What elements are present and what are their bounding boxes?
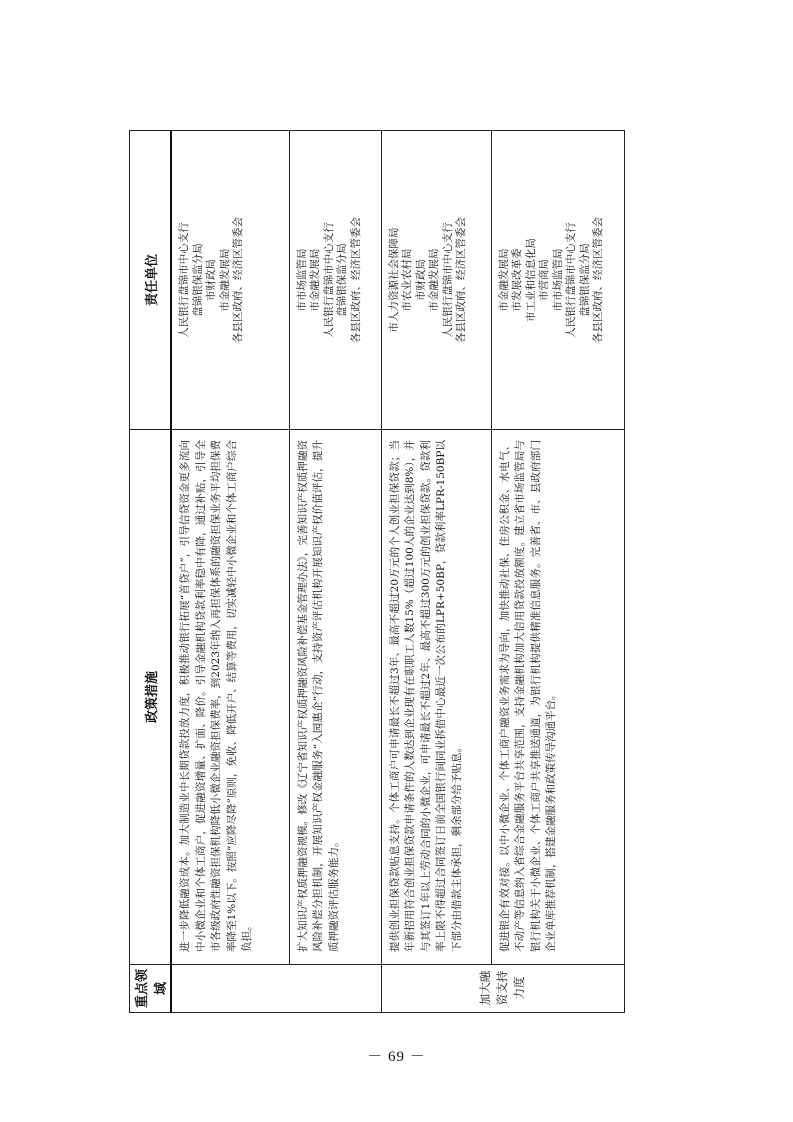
unit-item: 盘锦银保监分局 [578,243,591,317]
measure-cell: 提供创业担保贷款贴息支持。个体工商户可申请最长不超过3年、最高不超过20万元的个人创业担保贷款；当年新招用符合创业担保贷款申请条件的人数达到企业现有在职职工人数15%（超过100人的企业达到8%），并与其签订1年以上劳动合同的小微企业，可申请最长不超过2年、最高不超过300万元的创业担保贷款。贷款利率上限不得超过合同签订日前全国银行间同业拆借中心最近一次公布的LPR+50BP，贷款利率LPR-150BP以下部分由借款主体承担，剩余部分给予贴息。 [381,430,491,965]
unit-item: 人民银行盘锦市中心支行 [565,222,577,338]
unit-item: 各县区政府、经济区管委会 [455,217,467,343]
unit-item: 盘锦银保监分局 [336,243,348,317]
measure-cell: 扩大知识产权质押融资规模。修改《辽宁省知识产权质押融资风险补偿基金管理办法》，完善知识产权质押融资风险补偿分担机制，开展知识产权金融服务“入园惠企”行动，支持资产评估机构开展知识产权价值评估，提升质押融资评估服务能力。 [289,430,381,965]
unit-item: 各县区政府、经济区管委会 [349,217,362,343]
unit-item: 各县区政府、经济区管委会 [592,217,604,343]
header-area: 重点领域 [130,965,172,1013]
unit-item: 人民银行盘锦市中心支行 [178,222,190,338]
units-cell [491,131,624,430]
unit-item: 市营商局 [538,259,550,301]
header-units: 责任单位 [130,131,172,430]
rotated-policy-table-page [129,131,614,1013]
units-cell [289,131,381,430]
area-cell-empty [171,965,381,1013]
area-label: 加大融资支持力度 [478,970,526,1006]
table-row [381,131,491,1013]
unit-item: 市金融发展局 [309,248,321,312]
unit-item: 市金融发展局 [218,248,231,312]
units-cell [171,131,289,430]
area-cell [381,965,624,1013]
unit-item: 市市场监管局 [295,248,308,312]
table-row [289,131,381,1013]
unit-item: 各县区政府、经济区管委会 [232,217,244,343]
unit-item: 市市场监管局 [551,248,564,312]
units-cell [381,131,491,430]
unit-item: 盘锦银保监分局 [191,243,204,317]
unit-item: 市财政局 [414,259,427,301]
table-row [171,131,289,1013]
unit-item: 市财政局 [205,259,217,301]
measure-cell: 进一步降低融资成本。加大制造业中长期贷款投放力度，积极推动银行拓展“首贷户”，引导信贷资金更多流向中小微企业和个体工商户，促进融资增量、扩面、降价。引导金融机构贷款利率稳中有降，通过补贴，引导全市各级政府性融资担保机构降低小微企业融资担保费率，到2023年纳入再担保体系的融资担保业务平均担保费率降至1%以下。按照“应降尽降”原则，免收、降低开户、结算等费用，切实减轻中小微企业和个体工商户综合负担。 [171,430,289,965]
table-header-row [130,131,172,1013]
unit-item: 市金融发展局 [428,248,440,312]
unit-item: 市金融发展局 [497,248,510,312]
unit-item: 市人力资源社会保障局 [387,227,400,333]
unit-item: 市发展改革委 [511,248,523,312]
policy-table [129,130,625,1013]
measure-cell: 促进银企有效对接。以中小微企业、个体工商户融资业务需求为导向，加快推动社保、住房公积金、水电气、不动产等信息纳入省综合金融服务平台共享范围，支持金融机构加大信用贷款投放额度。建立省市场监管局与银行机构关于小微企业、个体工商户共享推送通道，为银行机构提供精准信息服务。完善省、市、县政府部门企业单库推荐机制，搭建金融服务和政策传导沟通平台。 [491,430,624,965]
header-measures: 政策措施 [130,430,172,965]
unit-item: 市农业农村局 [401,248,413,312]
unit-item: 市工业和信息化局 [524,238,537,322]
page-number: － 69 － [367,1049,426,1065]
unit-item: 人民银行盘锦市中心支行 [441,222,454,338]
table-row [491,131,624,1013]
unit-item: 人民银行盘锦市中心支行 [322,222,335,338]
